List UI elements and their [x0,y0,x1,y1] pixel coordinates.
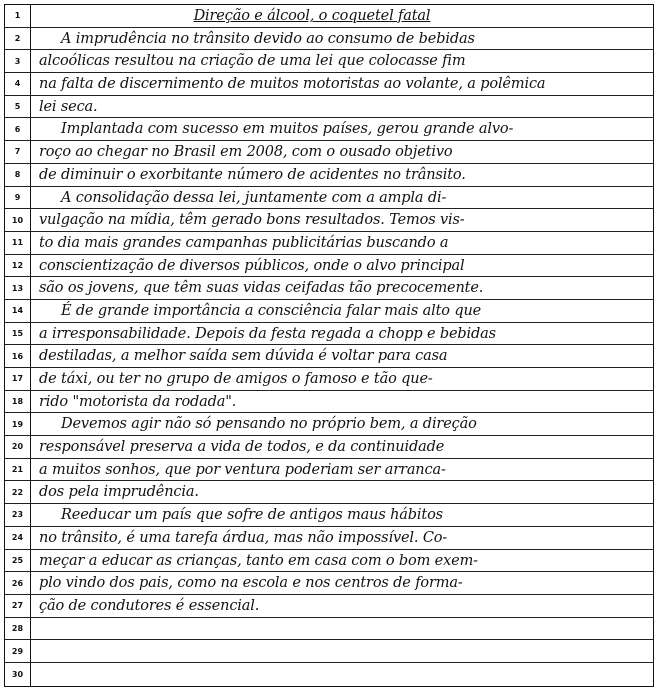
line-text: na falta de discernimento de muitos motoristas ao volante, a polêmica [39,76,546,93]
essay-line [5,436,653,459]
line-number: 4 [5,73,31,95]
line-number: 20 [5,436,31,458]
line-number: 10 [5,209,31,231]
line-number: 7 [5,141,31,163]
line-number: 18 [5,391,31,413]
line-number: 16 [5,345,31,367]
line-number: 23 [5,504,31,526]
essay-line [5,232,653,255]
essay-line [5,164,653,187]
essay-line [5,413,653,436]
line-number: 30 [5,663,31,686]
line-number: 19 [5,413,31,435]
line-number: 26 [5,572,31,594]
essay-line [5,73,653,96]
essay-line [5,277,653,300]
line-text: a irresponsabilidade. Depois da festa regada a chopp e bebidas [39,325,496,342]
line-text: roço ao chegar no Brasil em 2008, com o ousado objetivo [39,144,453,161]
essay-line [5,391,653,414]
line-text: Implantada com sucesso em muitos países, gerou grande alvo- [61,121,514,138]
line-text [31,663,653,686]
line-text: no trânsito, é uma tarefa árdua, mas não impossível. Co- [39,529,448,546]
essay-line [5,255,653,278]
line-text: ção de condutores é essencial. [39,597,260,614]
line-number: 15 [5,323,31,345]
essay-line [5,595,653,618]
line-number: 3 [5,50,31,72]
line-text: A consolidação dessa lei, juntamente com a ampla di- [61,189,447,206]
line-number: 29 [5,640,31,662]
line-text [31,640,653,662]
essay-line [5,504,653,527]
essay-line [5,618,653,641]
line-number: 22 [5,481,31,503]
line-text: A imprudência no trânsito devido ao consumo de bebidas [61,30,475,47]
line-number: 24 [5,527,31,549]
essay-line [5,368,653,391]
line-number: 21 [5,459,31,481]
line-number: 25 [5,550,31,572]
essay-line [5,323,653,346]
line-text: Devemos agir não só pensando no próprio bem, a direção [61,416,477,433]
line-number: 12 [5,255,31,277]
essay-line [5,572,653,595]
essay-line [5,141,653,164]
essay-line [5,481,653,504]
essay-line [5,459,653,482]
line-text: de táxi, ou ter no grupo de amigos o famoso e tão que- [39,371,433,387]
line-text: destiladas, a melhor saída sem dúvida é voltar para casa [39,348,448,365]
essay-line [5,550,653,573]
essay-line [5,663,653,686]
line-number: 5 [5,96,31,118]
essay-line [5,5,653,28]
line-number: 13 [5,277,31,299]
line-text: meçar a educar as crianças, tanto em casa com o bom exem- [39,552,478,569]
line-number: 9 [5,187,31,209]
essay-line [5,96,653,119]
line-text: vulgação na mídia, têm gerado bons resultados. Temos vis- [39,212,465,229]
line-number: 2 [5,28,31,50]
line-number: 8 [5,164,31,186]
line-text: lei seca. [39,98,98,115]
essay-line [5,527,653,550]
line-text: plo vindo dos pais, como na escola e nos centros de forma- [39,575,463,592]
essay-title: Direção e álcool, o coquetel fatal [193,8,431,24]
essay-line [5,640,653,663]
line-text: dos pela imprudência. [39,484,199,501]
essay-line [5,345,653,368]
line-number: 6 [5,118,31,140]
line-text: são os jovens, que têm suas vidas ceifadas tão precocemente. [39,280,484,297]
essay-line [5,50,653,73]
line-text: to dia mais grandes campanhas publicitárias buscando a [39,234,449,251]
line-number: 28 [5,618,31,640]
essay-line [5,28,653,51]
line-number: 14 [5,300,31,322]
line-text: de diminuir o exorbitante número de acidentes no trânsito. [39,166,466,183]
line-text: conscientização de diversos públicos, onde o alvo principal [39,257,465,274]
essay-sheet [4,4,654,687]
essay-line [5,209,653,232]
line-text: a muitos sonhos, que por ventura poderiam ser arranca- [39,461,446,478]
essay-line [5,118,653,141]
essay-line [5,187,653,210]
essay-line [5,300,653,323]
line-number: 11 [5,232,31,254]
line-number: 17 [5,368,31,390]
line-text: rido "motorista da rodada". [39,393,237,410]
line-text: Reeducar um país que sofre de antigos maus hábitos [61,507,443,524]
line-number: 27 [5,595,31,617]
line-text: É de grande importância a consciência falar mais alto que [61,302,482,319]
line-text [31,618,653,640]
line-text: alcoólicas resultou na criação de uma lei que colocasse fim [39,53,466,70]
line-number: 1 [5,5,31,27]
line-text: responsável preserva a vida de todos, e da continuidade [39,439,445,456]
